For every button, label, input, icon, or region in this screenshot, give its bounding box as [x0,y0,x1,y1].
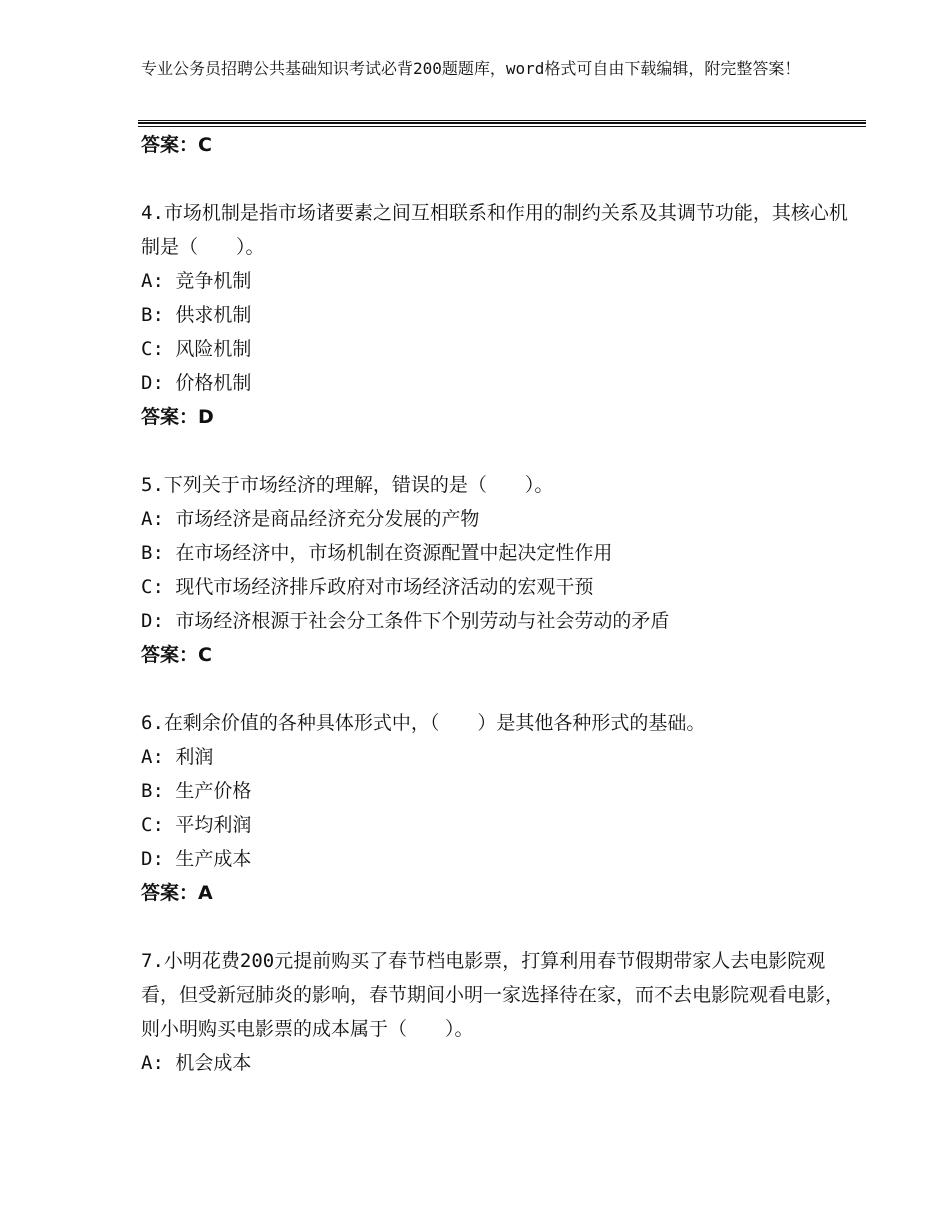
question-6 [141,706,851,910]
page-header [141,58,841,80]
option-d: D: 价格机制 [141,372,252,394]
header-divider-top [138,120,866,121]
question-4 [141,196,851,434]
question-7 [141,944,851,1080]
option-b: B: 供求机制 [141,304,252,326]
header-text: 专业公务员招聘公共基础知识考试必背200题题库，word格式可自由下载编辑，附完整答案！ [141,59,801,78]
question-5 [141,468,851,672]
question-text: 6.在剩余价值的各种具体形式中，（ ）是其他各种形式的基础。 [141,712,706,734]
option-c: C: 风险机制 [141,338,252,360]
document-body [141,128,851,1080]
option-d: D: 生产成本 [141,848,252,870]
question-text: 7.小明花费200元提前购买了春节档电影票，打算利用春节假期带家人去电影院观看，但受新冠肺炎的影响，春节期间小明一家选择待在家，而不去电影院观看电影，则小明购买电影票的成本属于（ ）。 [141,950,845,1040]
answer-label: 答案：D [141,406,214,428]
header-divider-middle [138,122,866,124]
question-text: 4.市场机制是指市场诸要素之间互相联系和作用的制约关系及其调节功能，其核心机制是（ ）。 [141,202,848,258]
option-c: C: 平均利润 [141,814,252,836]
header-divider-bottom [138,126,866,127]
question-text: 5.下列关于市场经济的理解，错误的是（ ）。 [141,474,554,496]
option-b: B: 生产价格 [141,780,252,802]
option-a: A: 市场经济是商品经济充分发展的产物 [141,508,480,530]
answer-label: 答案：A [141,882,213,904]
option-b: B: 在市场经济中，市场机制在资源配置中起决定性作用 [141,542,613,564]
answer-label: 答案：C [141,134,212,156]
option-c: C: 现代市场经济排斥政府对市场经济活动的宏观干预 [141,576,594,598]
answer-label: 答案：C [141,644,212,666]
option-d: D: 市场经济根源于社会分工条件下个别劳动与社会劳动的矛盾 [141,610,670,632]
option-a: A: 机会成本 [141,1052,252,1074]
option-a: A: 竞争机制 [141,270,252,292]
option-a: A: 利润 [141,746,214,768]
